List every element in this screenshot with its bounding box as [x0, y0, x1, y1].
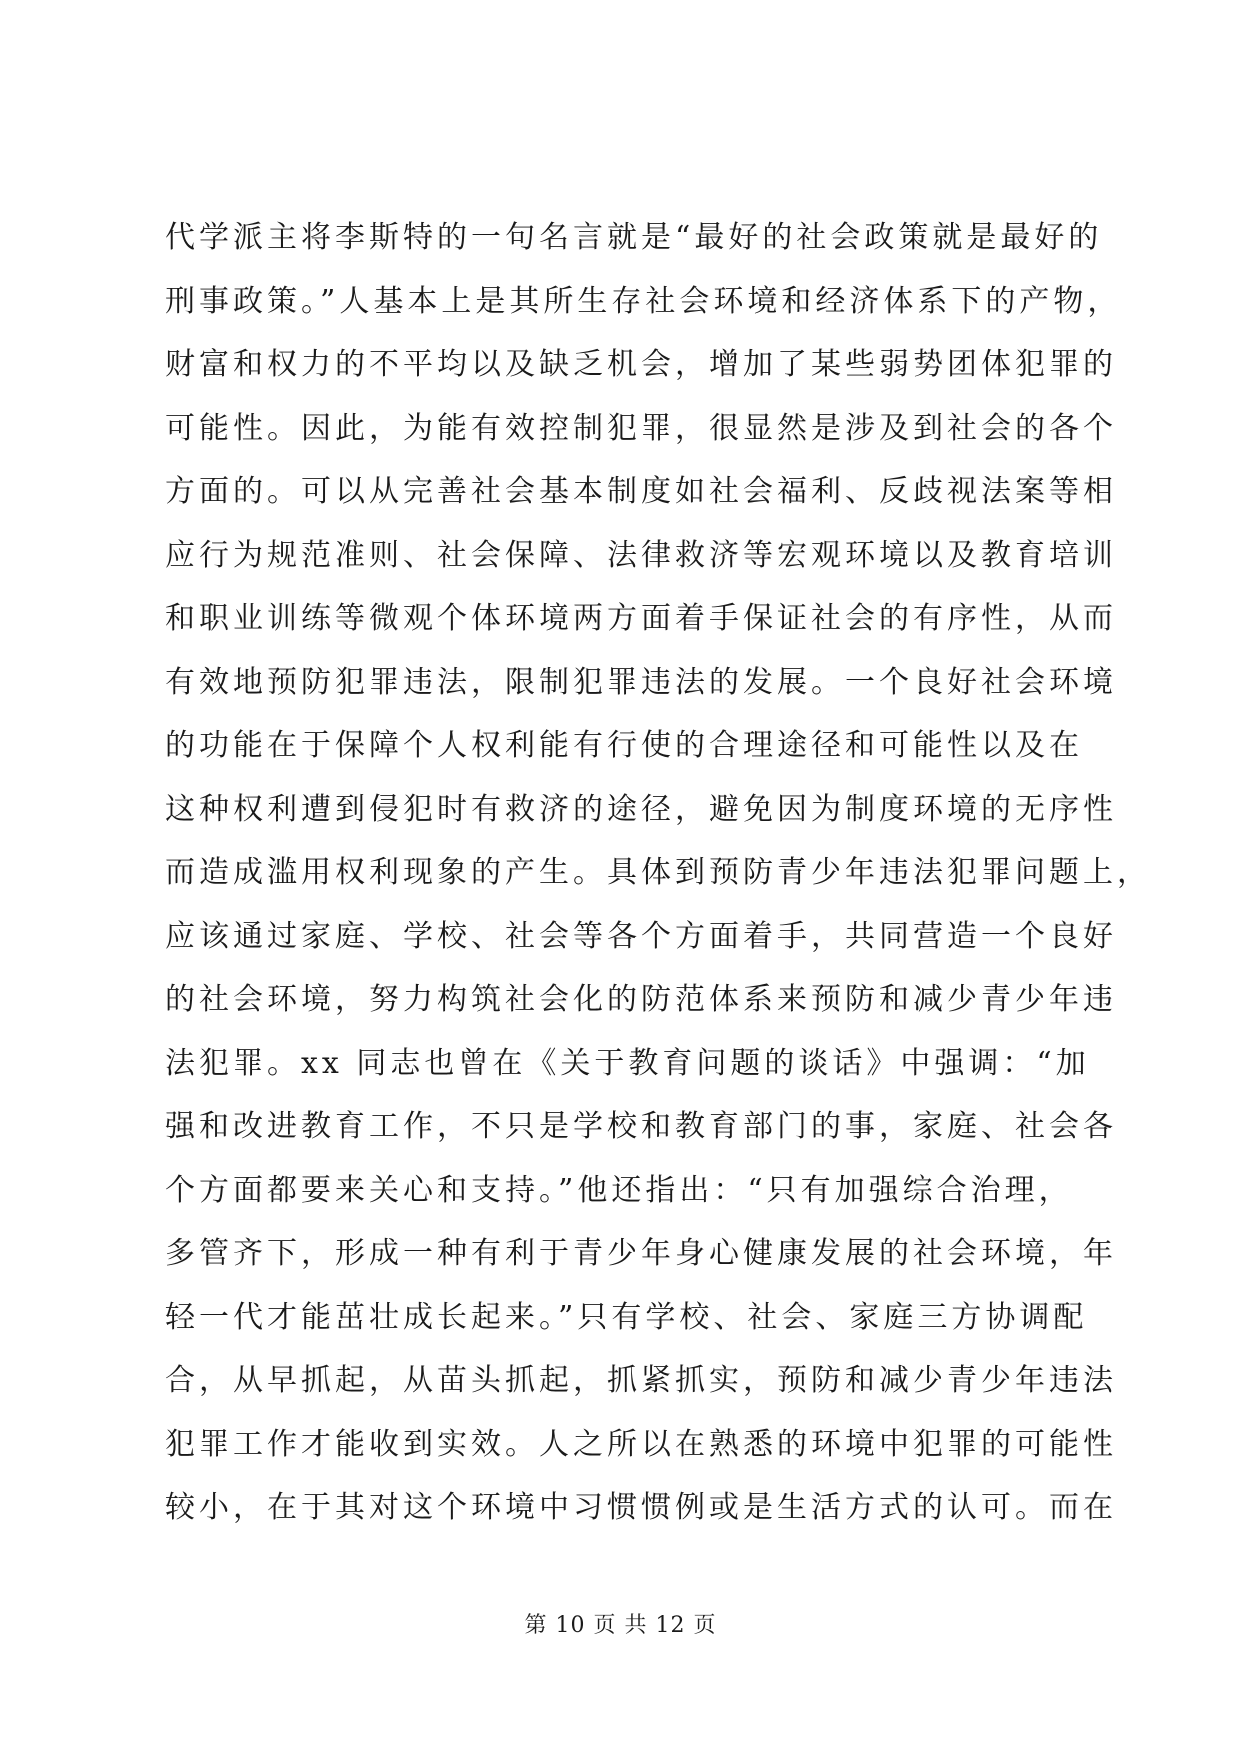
text-line: 犯罪工作才能收到实效。人之所以在熟悉的环境中犯罪的可能性 [165, 1426, 1117, 1462]
text-line: 而造成滥用权利现象的产生。具体到预防青少年违法犯罪问题上， [165, 855, 1151, 890]
text-line: 方面的。可以从完善社会基本制度如社会福利、反歧视法案等相 [165, 474, 1117, 509]
text-line: 财富和权力的不平均以及缺乏机会，增加了某些弱势团体犯罪的 [165, 347, 1117, 382]
text-line: 应行为规范准则、社会保障、法律救济等宏观环境以及教育培训 [165, 537, 1117, 573]
text-line: 合，从早抓起，从苗头抓起，抓紧抓实，预防和减少青少年违法 [165, 1363, 1117, 1398]
text-line: 的功能在于保障个人权利能有行使的合理途径和可能性以及在 [165, 728, 1083, 763]
body-paragraph [165, 206, 1151, 1540]
text-line: 和职业训练等微观个体环境两方面着手保证社会的有序性，从而 [165, 601, 1117, 636]
text-line: 强和改进教育工作，不只是学校和教育部门的事，家庭、社会各 [165, 1109, 1117, 1144]
text-line: 轻一代才能茁壮成长起来。”只有学校、社会、家庭三方协调配 [165, 1299, 1088, 1335]
page-number-footer: 第 10 页 共 12 页 [524, 1613, 717, 1638]
text-line: 较小，在于其对这个环境中习惯惯例或是生活方式的认可。而在 [165, 1490, 1117, 1525]
text-line: 代学派主将李斯特的一句名言就是“最好的社会政策就是最好的 [165, 220, 1103, 255]
text-line: 刑事政策。”人基本上是其所生存社会环境和经济体系下的产物， [165, 283, 1122, 319]
text-line: 个方面都要来关心和支持。”他还指出：“只有加强综合治理， [165, 1172, 1073, 1208]
text-line: 可能性。因此，为能有效控制犯罪，很显然是涉及到社会的各个 [165, 410, 1117, 446]
text-line: 有效地预防犯罪违法，限制犯罪违法的发展。一个良好社会环境 [165, 664, 1117, 700]
text-line: 应该通过家庭、学校、社会等各个方面着手，共同营造一个良好 [165, 918, 1117, 954]
text-line: 的社会环境，努力构筑社会化的防范体系来预防和减少青少年违 [165, 982, 1117, 1017]
text-line: 多管齐下，形成一种有利于青少年身心健康发展的社会环境，年 [165, 1236, 1117, 1271]
text-line: 这种权利遭到侵犯时有救济的途径，避免因为制度环境的无序性 [165, 791, 1117, 827]
text-line: 法犯罪。xx 同志也曾在《关于教育问题的谈话》中强调：“加 [165, 1045, 1090, 1081]
